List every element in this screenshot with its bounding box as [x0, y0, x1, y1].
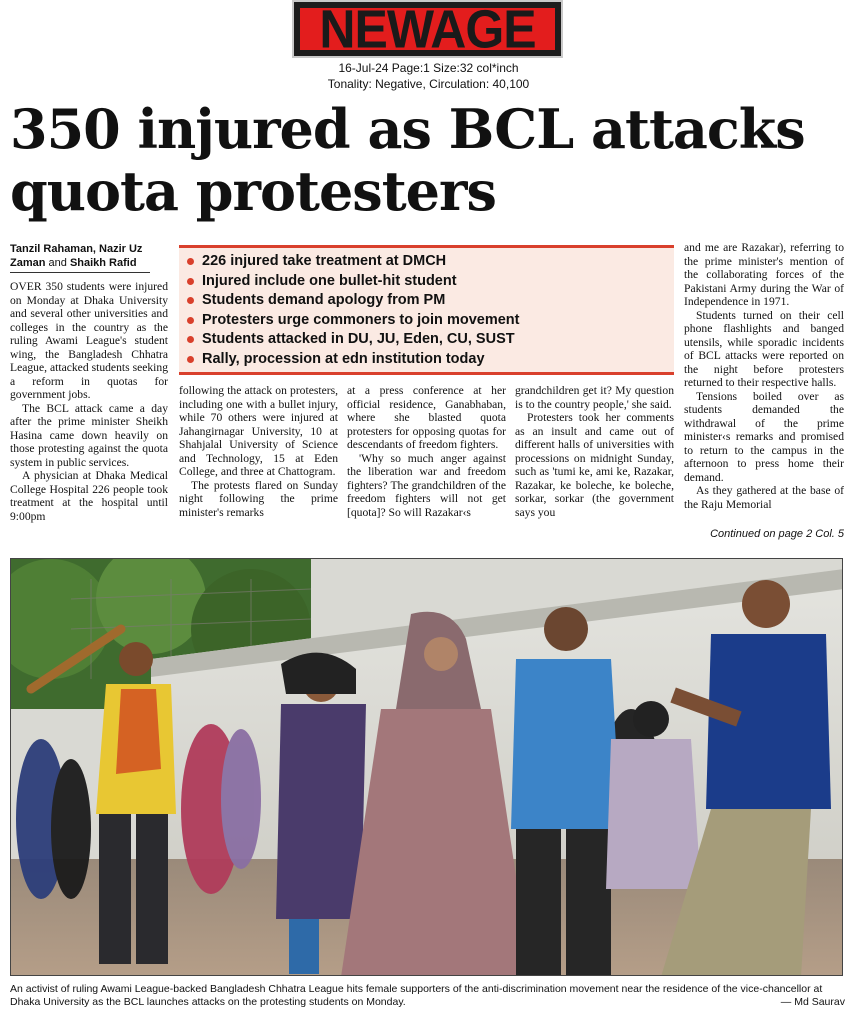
- article-paragraph: Tensions boiled over as students demanded the withdrawal of the prime minister‹s remarks and promised to return to the campus in the afternoon to press home their demand.: [684, 389, 844, 484]
- bullet-icon: [187, 258, 194, 265]
- article-paragraph: The BCL attack came a day after the prime minister Sheikh Hasina came down heavily on those protesting against the quota system in public services.: [10, 401, 168, 469]
- highlight-text: Students attacked in DU, JU, Eden, CU, SUST: [202, 331, 515, 347]
- article-paragraph: and me are Razakar), referring to the prime minister's mention of the collaborating forces of the Pakistani Army during the War of Independence in 1971.: [684, 241, 844, 308]
- highlight-text: 226 injured take treatment at DMCH: [202, 253, 447, 269]
- photo-illustration: [11, 559, 843, 976]
- highlight-text: Students demand apology from PM: [202, 292, 446, 308]
- highlight-item: [187, 311, 666, 331]
- article-column-2: [179, 384, 338, 519]
- highlights-box: [179, 245, 674, 375]
- highlight-item: [187, 252, 666, 272]
- bullet-icon: [187, 297, 194, 304]
- photo-caption: An activist of ruling Awami League-backed Bangladesh Chhatra League hits female supporters of the anti-discrimination movement near the residence of the vice-chancellor at Dhaka University as the BCL launches attacks on the protesting students on Monday.: [10, 983, 823, 1008]
- byline: [10, 242, 150, 273]
- article-column-1: [10, 280, 168, 523]
- byline-authors-a: Tanzil Rahaman, Nazir Uz Zaman: [10, 243, 143, 269]
- highlight-item: [187, 350, 666, 370]
- logo-text: NEWAGE: [319, 0, 536, 60]
- article-column-5: [684, 241, 844, 511]
- news-photo: [10, 558, 843, 976]
- highlight-text: Injured include one bullet-hit student: [202, 272, 457, 289]
- highlight-item: [187, 291, 666, 311]
- article-paragraph: Protesters took her comments as an insult and came out of different halls of universities with processions on midnight Sunday, such as 'tumi ke, ami ke, Razakar, Razakar, ke boleche, ke boleche, sorkar, sorkar (the government says you: [515, 411, 674, 519]
- newspaper-logo: [292, 0, 563, 58]
- article-paragraph: at a press conference at her official residence, Ganabhaban, where she blasted quota protesters for opposing quotas for descendants of freedom fighters.: [347, 384, 506, 451]
- highlights-list: [187, 252, 666, 369]
- highlight-text: Rally, procession at edn institution today: [202, 350, 485, 367]
- article-column-3: [347, 384, 506, 519]
- article-paragraph: OVER 350 students were injured on Monday at Dhaka University and several other universities and colleges in the country as the ruling Awami League's student wing, the Bangladesh Chhatra League, attacked students seeking a reform in quotas for government jobs.: [10, 280, 168, 401]
- photo-credit: — Md Saurav: [780, 996, 845, 1008]
- figure-blue-tshirt: [511, 607, 621, 976]
- article-column-4: [515, 384, 674, 519]
- article-paragraph: following the attack on protesters, including one with a bullet injury, while 70 others were injured at Jahangirnagar University, 10 at Shahjalal University of Science and Technology, 15 at Eden College, and three at Chattogram.: [179, 384, 338, 478]
- bullet-icon: [187, 278, 194, 285]
- article-paragraph: Students turned on their cell phone flashlights and banged utensils, while sporadic incidents of BCL attacks were reported on the night before protesters returned to their respective halls.: [684, 308, 844, 389]
- article-paragraph: As they gathered at the base of the Raju Memorial: [684, 484, 844, 511]
- highlight-item: [187, 330, 666, 350]
- continued-notice: Continued on page 2 Col. 5: [710, 528, 844, 540]
- highlight-text: Protesters urge commoners to join movement: [202, 311, 520, 328]
- clipping-meta-date: 16-Jul-24 Page:1 Size:32 col*inch: [338, 61, 519, 75]
- clipping-meta-tonality: Tonality: Negative, Circulation: 40,100: [327, 77, 530, 91]
- bullet-icon: [187, 356, 194, 363]
- article-paragraph: A physician at Dhaka Medical College Hospital 226 people took treatment at the hospital until 9:00pm: [10, 469, 168, 523]
- byline-and: and: [45, 257, 70, 269]
- bullet-icon: [187, 317, 194, 324]
- byline-authors-b: Shaikh Rafid: [69, 257, 137, 269]
- headline: 350 injured as BCL attacks quota protesters: [10, 97, 805, 223]
- article-paragraph: The protests flared on Sunday night following the prime minister's remarks: [179, 478, 338, 519]
- highlight-item: [187, 272, 666, 292]
- article-paragraph: 'Why so much anger against the liberation war and freedom fighters? The grandchildren of the freedom fighters will not get [quota]? So will Razakar‹s: [347, 451, 506, 519]
- article-paragraph: grandchildren get it? My question is to the country people,' she said.: [515, 384, 674, 411]
- bullet-icon: [187, 336, 194, 343]
